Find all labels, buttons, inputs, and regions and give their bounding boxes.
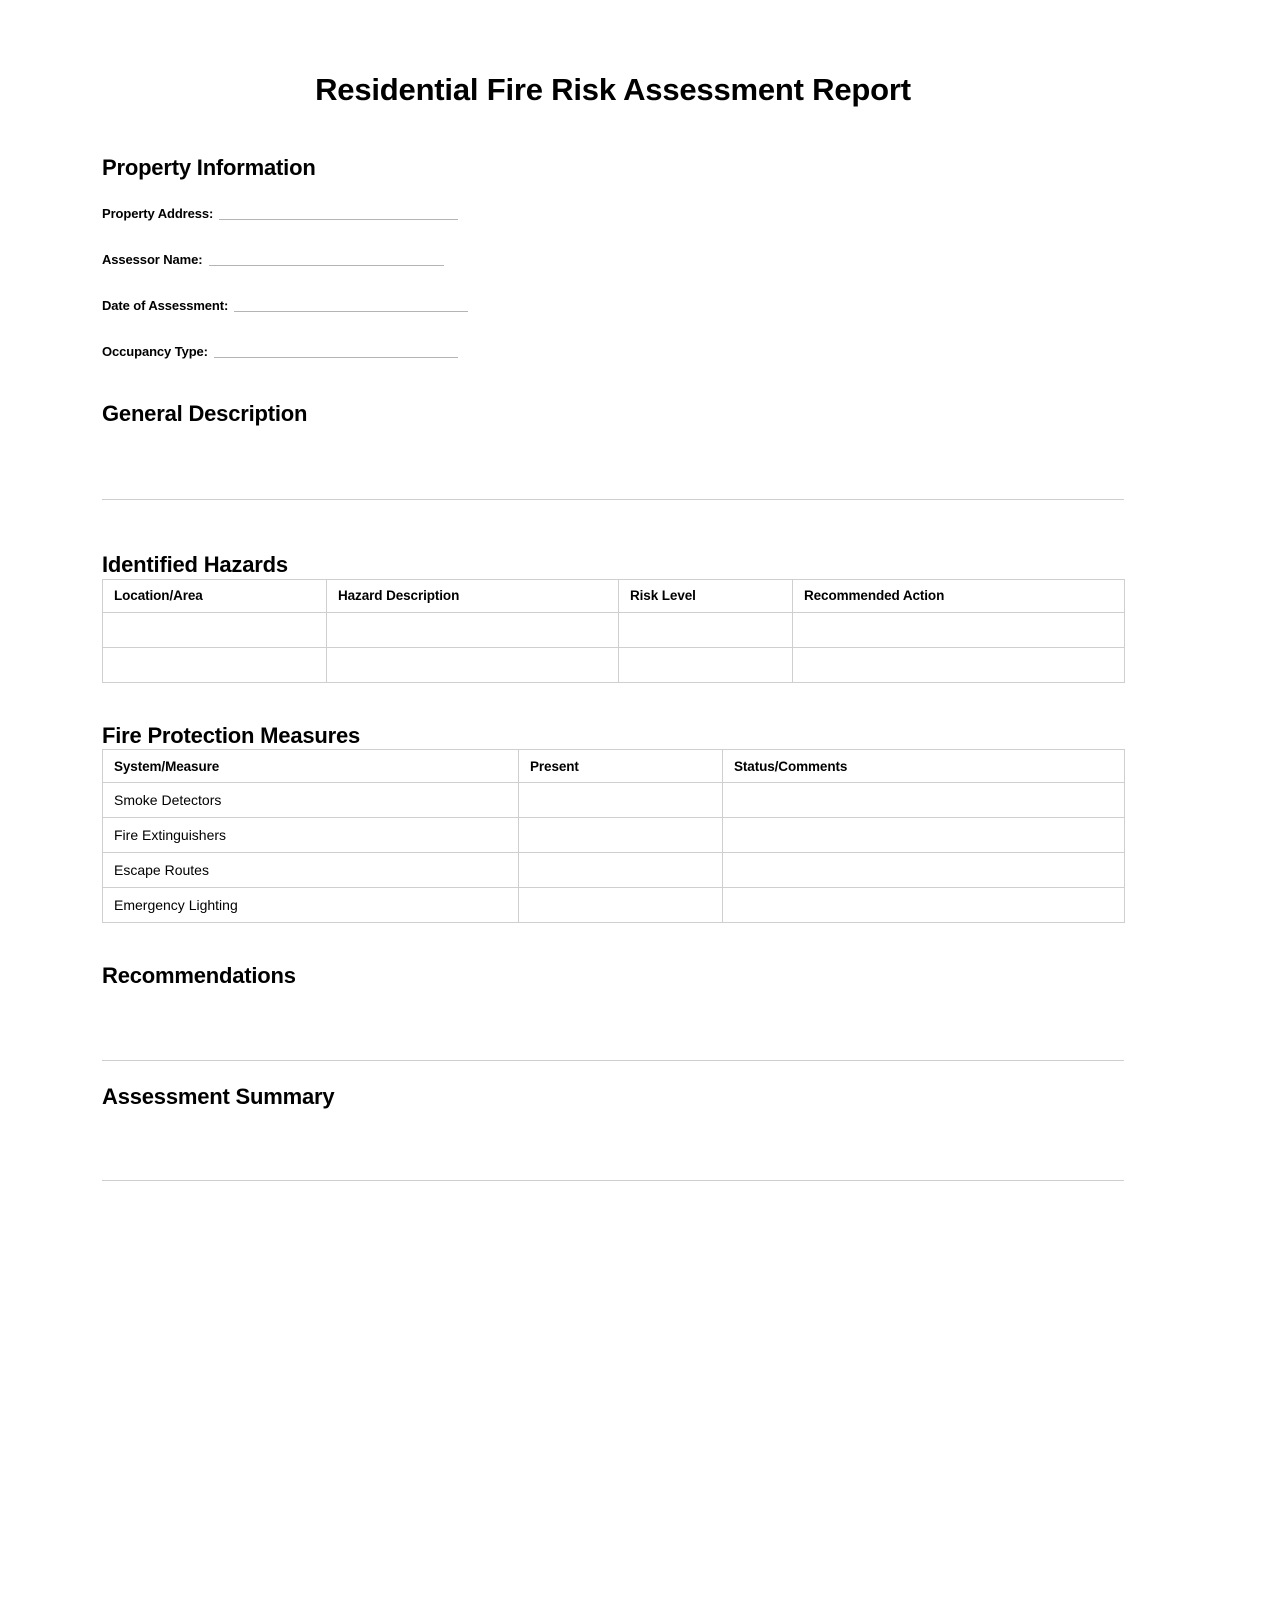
table-row [103, 818, 1125, 853]
section-heading-assessment-summary: Assessment Summary [102, 1083, 335, 1109]
cell-present[interactable] [519, 888, 723, 923]
document-content [102, 0, 1124, 1181]
cell-status-comments[interactable] [723, 818, 1125, 853]
cell-present[interactable] [519, 783, 723, 818]
column-header-present: Present [519, 750, 723, 783]
table-row [103, 612, 1125, 647]
recommendations-textarea[interactable] [102, 990, 1124, 1061]
column-header-system-measure: System/Measure [103, 750, 519, 783]
table-header-row [103, 750, 1125, 783]
field-input-occupancy-type[interactable] [214, 347, 458, 358]
cell-present[interactable] [519, 818, 723, 853]
cell-system-measure: Emergency Lighting [103, 888, 519, 923]
field-row-date-of-assessment [102, 299, 1124, 312]
column-header-recommended-action: Recommended Action [793, 579, 1125, 612]
cell-location-area[interactable] [103, 612, 327, 647]
field-row-property-address [102, 207, 1124, 220]
column-header-risk-level: Risk Level [619, 579, 793, 612]
cell-present[interactable] [519, 853, 723, 888]
table-row [103, 853, 1125, 888]
assessment-summary-textarea[interactable] [102, 1110, 1124, 1181]
fire-protection-measures-table [102, 749, 1125, 923]
field-row-assessor-name [102, 253, 1124, 266]
cell-risk-level[interactable] [619, 647, 793, 682]
cell-system-measure: Smoke Detectors [103, 783, 519, 818]
property-information-fields [102, 207, 1124, 358]
table-header-row [103, 579, 1125, 612]
cell-hazard-description[interactable] [327, 612, 619, 647]
table-row [103, 783, 1125, 818]
section-heading-fire-protection-measures: Fire Protection Measures [102, 722, 361, 748]
section-heading-recommendations: Recommendations [102, 963, 296, 989]
cell-hazard-description[interactable] [327, 647, 619, 682]
cell-status-comments[interactable] [723, 888, 1125, 923]
field-input-assessor-name[interactable] [209, 255, 444, 266]
cell-risk-level[interactable] [619, 612, 793, 647]
cell-status-comments[interactable] [723, 783, 1125, 818]
cell-location-area[interactable] [103, 647, 327, 682]
field-input-property-address[interactable] [219, 209, 458, 220]
section-heading-property-information: Property Information [102, 154, 316, 180]
cell-recommended-action[interactable] [793, 647, 1125, 682]
field-label-occupancy-type: Occupancy Type: [102, 344, 208, 360]
identified-hazards-table [102, 579, 1125, 683]
cell-recommended-action[interactable] [793, 612, 1125, 647]
section-heading-identified-hazards: Identified Hazards [102, 552, 288, 578]
section-heading-general-description: General Description [102, 401, 308, 427]
field-label-property-address: Property Address: [102, 206, 214, 222]
column-header-location-area: Location/Area [103, 579, 327, 612]
column-header-status-comments: Status/Comments [723, 750, 1125, 783]
table-row [103, 647, 1125, 682]
general-description-textarea[interactable] [102, 427, 1124, 500]
cell-status-comments[interactable] [723, 853, 1125, 888]
page-title: Residential Fire Risk Assessment Report [315, 72, 911, 107]
cell-system-measure: Escape Routes [103, 853, 519, 888]
field-input-date-of-assessment[interactable] [234, 301, 468, 312]
cell-system-measure: Fire Extinguishers [103, 818, 519, 853]
field-label-assessor-name: Assessor Name: [102, 252, 203, 268]
field-label-date-of-assessment: Date of Assessment: [102, 298, 229, 314]
table-row [103, 888, 1125, 923]
field-row-occupancy-type [102, 345, 1124, 358]
column-header-hazard-description: Hazard Description [327, 579, 619, 612]
